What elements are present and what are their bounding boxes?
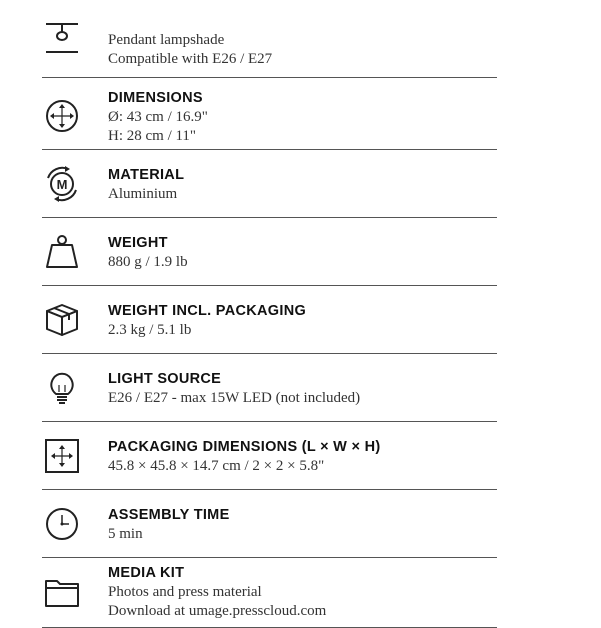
media-kit-download-link[interactable]: Download at umage.presscloud.com: [108, 603, 327, 619]
packaging-dimensions-title: PACKAGING DIMENSIONS (L × W × H): [108, 439, 381, 455]
spec-row-media-kit: [42, 558, 497, 628]
material-icon: [42, 164, 82, 204]
spec-list: [42, 0, 497, 628]
media-kit-line-1: Photos and press material: [108, 584, 262, 600]
weight-title: WEIGHT: [108, 235, 168, 251]
dimensions-icon: [42, 96, 82, 136]
spec-row-material: [42, 150, 497, 218]
spec-row-assembly-time: [42, 490, 497, 558]
clock-icon: [42, 504, 82, 544]
package-box-icon: [42, 300, 82, 340]
packaging-dimensions-line-1: 45.8 × 45.8 × 14.7 cm / 2 × 2 × 5.8": [108, 458, 325, 474]
assembly-time-line-1: 5 min: [108, 526, 143, 542]
dimensions-line-2: H: 28 cm / 11": [108, 128, 197, 144]
pendant-lamp-icon: [42, 20, 82, 60]
spec-row-product: [42, 0, 497, 78]
product-line-2: Compatible with E26 / E27: [108, 51, 273, 67]
assembly-time-title: ASSEMBLY TIME: [108, 507, 230, 523]
spec-row-dimensions: [42, 78, 497, 150]
material-title: MATERIAL: [108, 167, 185, 183]
material-line-1: Aluminium: [108, 186, 178, 202]
weight-icon: [42, 232, 82, 272]
folder-icon: [42, 572, 82, 612]
weight-packaging-line-1: 2.3 kg / 5.1 lb: [108, 322, 192, 338]
product-line-1: Pendant lampshade: [108, 32, 225, 48]
packaging-dimensions-icon: [42, 436, 82, 476]
media-kit-title: MEDIA KIT: [108, 565, 185, 581]
light-source-line-1: E26 / E27 - max 15W LED (not included): [108, 390, 361, 406]
light-bulb-icon: [42, 368, 82, 408]
dimensions-line-1: Ø: 43 cm / 16.9": [108, 109, 208, 125]
light-source-title: LIGHT SOURCE: [108, 371, 222, 387]
weight-line-1: 880 g / 1.9 lb: [108, 254, 188, 270]
dimensions-title: DIMENSIONS: [108, 90, 203, 106]
spec-row-light-source: [42, 354, 497, 422]
svg-text:M: M: [56, 177, 68, 192]
weight-packaging-title: WEIGHT INCL. PACKAGING: [108, 303, 307, 319]
spec-row-weight-packaging: [42, 286, 497, 354]
spec-row-weight: [42, 218, 497, 286]
spec-row-packaging-dimensions: [42, 422, 497, 490]
